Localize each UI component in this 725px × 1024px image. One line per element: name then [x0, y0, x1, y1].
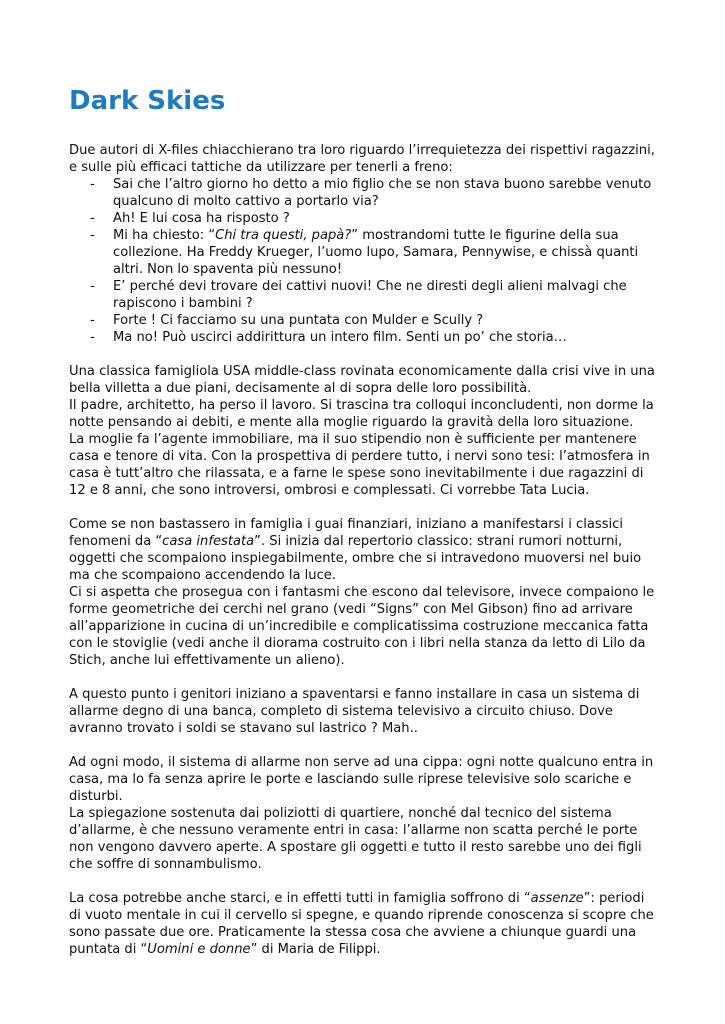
paragraph-explanation: La spiegazione sostenuta dai poliziotti di quartiere, nonché dal tecnico del sistema d’allarme, è che nessuno veramente entri in casa: l’allarme non scatta perché le porte non vengono davvero aperte. A spostare gli oggetti e tutto il resto sarebbe uno dei figli che soffre di sonnambulismo. [69, 806, 642, 872]
paragraph-family: Una classica famigliola USA middle-class rovinata economicamente dalla crisi vive in una bella villetta a due piani, decisamente al di sopra delle loro possibilità. [69, 364, 655, 396]
paragraph-absences: La cosa potrebbe anche starci, e in effetti tutti in famiglia soffrono di “assenze”: periodi di vuoto mentale in cui il cervello si spegne, e quando riprende conoscenza si scopre che sono passate due ore. Praticamente la stessa cosa che avviene a chiunque guardi una puntata di “Uomini e donne” di Maria de Filippi. [69, 891, 654, 957]
paragraph-mother: La moglie fa l’agente immobiliare, ma il suo stipendio non è sufficiente per mantenere casa e tenore di vita. Con la prospettiva di perdere tutto, i nervi sono tesi: l’atmosfera in casa è tutt’altro che rilassata, e a farne le spese sono inevitabilmente i due ragazzini di 12 e 8 anni, che sono introversi, ombrosi e complessati. Ci vorrebbe Tata Lucia. [69, 432, 650, 498]
dash-bullet: - [90, 177, 95, 192]
paragraph-haunting: Come se non bastassero in famiglia i guai finanziari, iniziano a manifestarsi i classici fenomeni da “casa infestata”. Si inizia dal repertorio classico: strani rumori notturni, oggetti che scompaiono inspiegabilmente, ombre che si intravedono muoversi nel buio ma che scompaiono accendendo la luce. [69, 517, 642, 583]
dialog-line: - Mi ha chiesto: “Chi tra questi, papà?” mostrandomi tutte le figurine della sua collezione. Ha Freddy Krueger, l’uomo lupo, Samara, Pennywise, e chissà quanti altri. Non lo spaventa più nessuno! [90, 228, 639, 277]
dash-bullet: - [90, 330, 95, 345]
dash-bullet: - [90, 228, 95, 243]
paragraph-alarm: A questo punto i genitori iniziano a spaventarsi e fanno installare in casa un sistema di allarme degno di una banca, completo di sistema televisivo a circuito chiuso. Dove avranno trovato i soldi se stavano sul lastrico ? Mah.. [69, 687, 640, 736]
dialog-line: - E’ perché devi trovare dei cattivi nuovi! Che ne diresti degli alieni malvagi che rapiscono i bambini ? [90, 279, 627, 311]
dialog-line: - Forte ! Ci facciamo su una puntata con Mulder e Scully ? [90, 313, 484, 328]
dialog-list [69, 176, 655, 346]
paragraph-crop-circles: Ci si aspetta che prosegua con i fantasmi che escono dal televisore, invece compaiono le forme geometriche dei cerchi nel grano (vedi “Signs” con Mel Gibson) fino ad arrivare all’apparizione in cucina di un’incredibile e complicatissima costruzione meccanica fatta con le stoviglie (vedi anche il diorama costruito con i libri nella stanza da letto di Lilo da Stich, anche lui effettivamente un alieno). [69, 585, 655, 668]
intro-paragraph: Due autori di X-files chiacchierano tra loro riguardo l’irrequietezza dei rispettivi ragazzini, e sulle più efficaci tattiche da utilizzare per tenerli a freno: [69, 143, 655, 175]
dash-bullet: - [90, 279, 95, 294]
dash-bullet: - [90, 211, 95, 226]
dialog-line: - Ma no! Può uscirci addirittura un intero film. Senti un po’ che storia… [90, 330, 567, 345]
dialog-line: - Ah! E lui cosa ha risposto ? [90, 211, 290, 226]
dialog-line: - Sai che l’altro giorno ho detto a mio figlio che se non stava buono sarebbe venuto qualcuno di molto cattivo a portarlo via? [90, 177, 652, 209]
dash-bullet: - [90, 313, 95, 328]
document-title: Dark Skies [69, 86, 226, 116]
paragraph-intrusion: Ad ogni modo, il sistema di allarme non serve ad una cippa: ogni notte qualcuno entra in casa, ma lo fa senza aprire le porte e lasciando sulle riprese televisive solo scariche e disturbi. [69, 755, 654, 804]
paragraph-father: Il padre, architetto, ha perso il lavoro. Si trascina tra colloqui inconcludenti, non dorme la notte pensando ai debiti, e mente alla moglie riguardo la gravità della loro situazione. [69, 398, 654, 430]
